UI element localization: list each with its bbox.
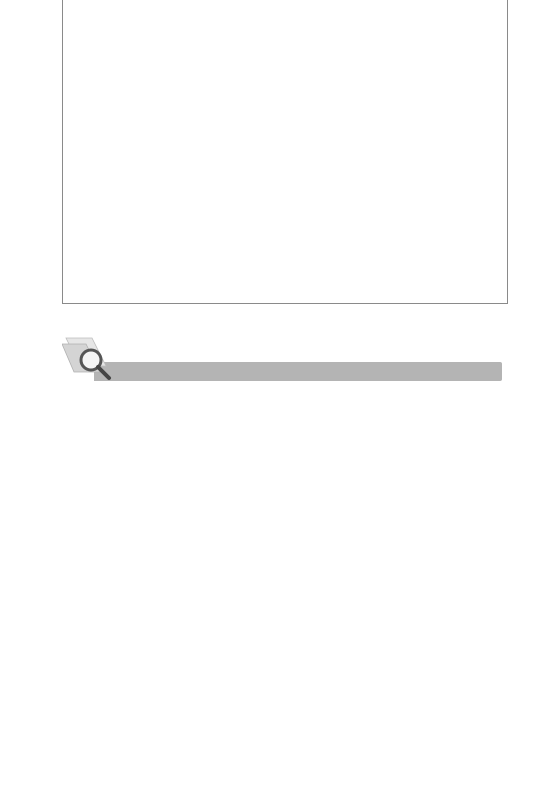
magnifier-icon bbox=[62, 336, 122, 386]
continued-text-box bbox=[62, 0, 508, 304]
case-header-bar bbox=[94, 362, 502, 381]
case-header bbox=[62, 336, 512, 382]
